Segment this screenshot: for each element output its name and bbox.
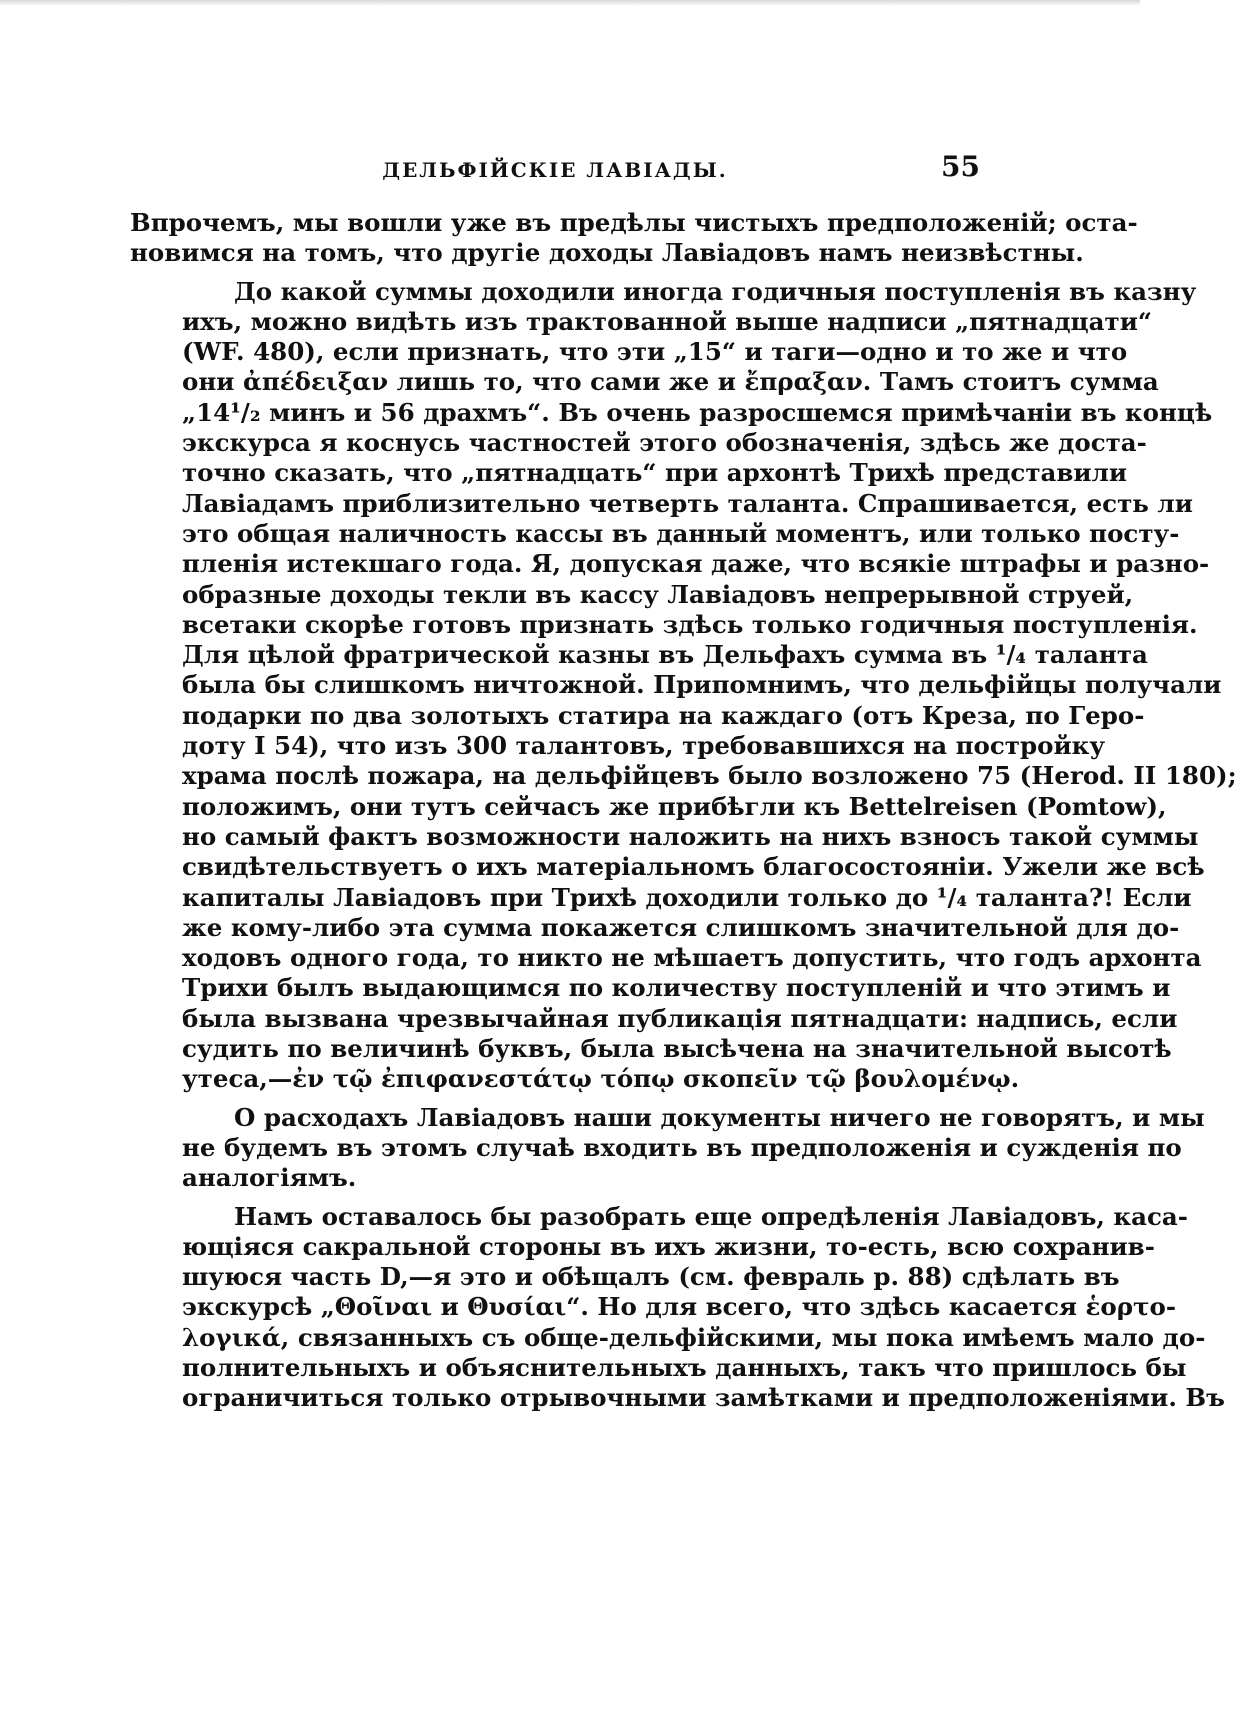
text-line: Намъ оставалось бы разобрать еще опредѣленія Лавіадовъ, каса- (234, 1201, 1188, 1231)
text-line: утеса,—ἐν τῷ ἐπιφανεστάτῳ τόπῳ σκοπεῖν τῷ βουλομένῳ. (182, 1064, 1020, 1094)
paragraph (130, 1102, 1205, 1194)
body-text (130, 208, 1237, 1422)
text-line: ограничиться только отрывочными замѣтками и предположеніями. Въ (182, 1383, 1225, 1413)
paragraph (130, 208, 1138, 269)
text-line: храма послѣ пожара, на дельфійцевъ было возложено 75 (Herod. II 180); (182, 761, 1237, 791)
text-line: (WF. 480), если признать, что эти „15“ и таги—одно и то же и что (182, 337, 1128, 367)
text-line: но самый фактъ возможности наложить на нихъ взносъ такой суммы (182, 821, 1199, 851)
text-line: образные доходы текли въ кассу Лавіадовъ непрерывной струей, (182, 579, 1134, 609)
scan-top-edge (0, 0, 1140, 6)
text-line: положимъ, они тутъ сейчасъ же прибѣгли къ Bettelreisen (Pomtow), (182, 791, 1167, 821)
text-line: свидѣтельствуетъ о ихъ матеріальномъ благосостояніи. Ужели же всѣ (182, 852, 1205, 882)
text-line: была бы слишкомъ ничтожной. Припомнимъ, что дельфійцы получали (182, 670, 1222, 700)
paragraph (130, 1201, 1225, 1414)
text-line: „14¹/₂ минъ и 56 драхмъ“. Въ очень разросшемся примѣчаніи въ концѣ (182, 397, 1213, 427)
text-line: пленія истекшаго года. Я, допуская даже, что всякіе штрафы и разно- (182, 549, 1210, 579)
text-line: О расходахъ Лавіадовъ наши документы ничего не говорятъ, и мы (234, 1102, 1205, 1132)
page-number: 55 (941, 150, 980, 183)
text-line: точно сказать, что „пятнадцать“ при архонтѣ Трихѣ представили (182, 458, 1128, 488)
text-line: ющіяся сакральной стороны въ ихъ жизни, то-есть, всю сохранив- (182, 1231, 1155, 1261)
text-line: Трихи былъ выдающимся по количеству поступленій и что этимъ и (182, 973, 1171, 1003)
text-line: ходовъ одного года, то никто не мѣшаетъ допустить, что годъ архонта (182, 943, 1202, 973)
running-head: ДЕЛЬФІЙСКІЕ ЛАВІАДЫ. (382, 158, 728, 182)
text-line: экскурса я коснусь частностей этого обозначенія, здѣсь же доста- (182, 428, 1147, 458)
text-line: же кому-либо эта сумма покажется слишкомъ значительной для до- (182, 912, 1180, 942)
text-line: они ἀπέδειξαν лишь то, что сами же и ἔπραξαν. Тамъ стоитъ сумма (182, 367, 1159, 397)
text-line: шуюся часть D,—я это и обѣщалъ (см. февраль р. 88) сдѣлать въ (182, 1262, 1120, 1292)
text-line: Для цѣлой фратрической казны въ Дельфахъ сумма въ ¹/₄ таланта (182, 640, 1148, 670)
text-line: λογικά, связанныхъ съ обще-дельфійскими, мы пока имѣемъ мало до- (182, 1322, 1206, 1352)
text-line: новимся на томъ, что другіе доходы Лавіадовъ намъ неизвѣстны. (130, 238, 1084, 268)
text-line: не будемъ въ этомъ случаѣ входить въ предположенія и сужденія по (182, 1132, 1182, 1162)
text-line: доту I 54), что изъ 300 талантовъ, требовавшихся на постройку (182, 731, 1106, 761)
text-line: судить по величинѣ буквъ, была высѣчена на значительной высотѣ (182, 1034, 1172, 1064)
text-line: это общая наличность кассы въ данный моментъ, или только посту- (182, 518, 1180, 548)
text-line: экскурсѣ „Θοῖναι и Θυσίαι“. Но для всего, что здѣсь касается ἑορτο- (182, 1292, 1177, 1322)
text-line: аналогіямъ. (182, 1163, 357, 1193)
text-line: полнительныхъ и объяснительныхъ данныхъ, такъ что пришлось бы (182, 1352, 1187, 1382)
text-line: Лавіадамъ приблизительно четверть таланта. Спрашивается, есть ли (182, 488, 1193, 518)
text-line: ихъ, можно видѣть изъ трактованной выше надписи „пятнадцати“ (182, 306, 1152, 336)
text-line: всетаки скорѣе готовъ признать здѣсь только годичныя поступленія. (182, 609, 1198, 639)
text-line: До какой суммы доходили иногда годичныя поступленія въ казну (234, 276, 1197, 306)
paragraph (130, 276, 1237, 1095)
page-header (130, 150, 980, 190)
text-line: была вызвана чрезвычайная публикація пятнадцати: надпись, если (182, 1003, 1178, 1033)
text-line: Впрочемъ, мы вошли уже въ предѣлы чистыхъ предположеній; оста- (130, 208, 1138, 237)
text-line: подарки по два золотыхъ статира на каждаго (отъ Креза, по Геро- (182, 700, 1145, 730)
text-line: капиталы Лавіадовъ при Трихѣ доходили только до ¹/₄ таланта?! Если (182, 882, 1192, 912)
